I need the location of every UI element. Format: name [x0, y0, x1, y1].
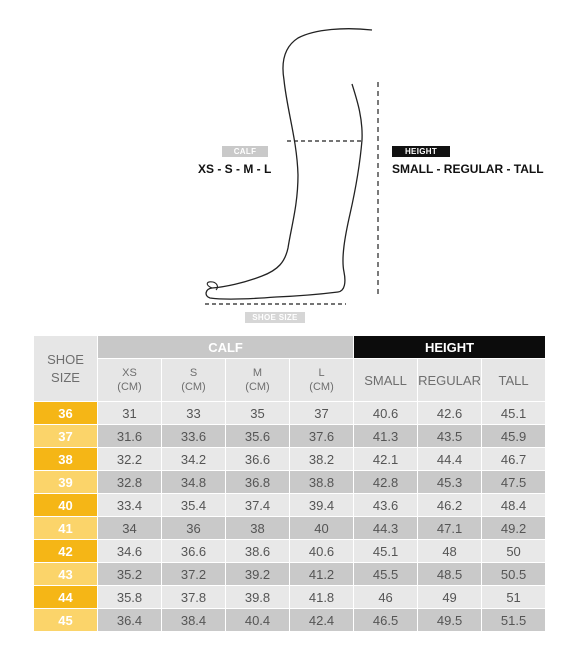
- height-value-cell: 48.4: [482, 494, 545, 516]
- calf-value-cell: 39.2: [226, 563, 289, 585]
- calf-value-cell: 33.4: [98, 494, 161, 516]
- size-chart-table: [33, 335, 546, 632]
- calf-value-cell: 38.6: [226, 540, 289, 562]
- calf-value-cell: 35.4: [162, 494, 225, 516]
- height-value-cell: 46.5: [354, 609, 417, 631]
- height-value-cell: 51: [482, 586, 545, 608]
- height-value-cell: 49.2: [482, 517, 545, 539]
- shoe-size-cell: 44: [34, 586, 97, 608]
- height-value-cell: 47.5: [482, 471, 545, 493]
- calf-value-cell: 37.2: [162, 563, 225, 585]
- table-row: [34, 540, 545, 562]
- table-row: [34, 586, 545, 608]
- height-value-cell: 42.6: [418, 402, 481, 424]
- height-value-cell: 51.5: [482, 609, 545, 631]
- height-value-cell: 44.4: [418, 448, 481, 470]
- height-col-tall: TALL: [482, 359, 545, 401]
- calf-value-cell: 38.8: [290, 471, 353, 493]
- shoe-size-cell: 37: [34, 425, 97, 447]
- height-value-cell: 49.5: [418, 609, 481, 631]
- calf-col-unit: (CM): [309, 381, 334, 393]
- calf-col-unit: (CM): [245, 381, 270, 393]
- calf-value-cell: 39.4: [290, 494, 353, 516]
- calf-tag: CALF: [222, 146, 268, 157]
- height-value-cell: 46.7: [482, 448, 545, 470]
- height-tag: HEIGHT: [392, 146, 450, 157]
- shoe-size-header-line1: SHOE: [47, 351, 84, 367]
- calf-col-unit: (CM): [181, 381, 206, 393]
- calf-value-cell: 39.8: [226, 586, 289, 608]
- calf-value-cell: 32.2: [98, 448, 161, 470]
- height-value-cell: 41.3: [354, 425, 417, 447]
- calf-value-cell: 40.6: [290, 540, 353, 562]
- calf-value-cell: 36.6: [226, 448, 289, 470]
- shoe-size-cell: 42: [34, 540, 97, 562]
- shoe-size-cell: 36: [34, 402, 97, 424]
- calf-value-cell: 37.6: [290, 425, 353, 447]
- height-value-cell: 42.8: [354, 471, 417, 493]
- calf-value-cell: 37: [290, 402, 353, 424]
- calf-value-cell: 34.8: [162, 471, 225, 493]
- calf-col-m: [226, 359, 289, 401]
- height-value-cell: 45.5: [354, 563, 417, 585]
- calf-col-size: S: [189, 367, 198, 379]
- calf-value-cell: 36.4: [98, 609, 161, 631]
- height-value-cell: 45.1: [482, 402, 545, 424]
- height-value-cell: 49: [418, 586, 481, 608]
- calf-value-cell: 41.8: [290, 586, 353, 608]
- calf-value-cell: 32.8: [98, 471, 161, 493]
- calf-value-cell: 31.6: [98, 425, 161, 447]
- calf-value-cell: 35: [226, 402, 289, 424]
- calf-col-size: L: [318, 367, 325, 379]
- height-value-cell: 40.6: [354, 402, 417, 424]
- calf-options: XS - S - M - L: [198, 162, 272, 176]
- calf-value-cell: 36.8: [226, 471, 289, 493]
- height-value-cell: 46: [354, 586, 417, 608]
- calf-value-cell: 34: [98, 517, 161, 539]
- height-value-cell: 45.3: [418, 471, 481, 493]
- calf-value-cell: 31: [98, 402, 161, 424]
- height-value-cell: 48: [418, 540, 481, 562]
- calf-value-cell: 36: [162, 517, 225, 539]
- calf-value-cell: 42.4: [290, 609, 353, 631]
- height-value-cell: 50.5: [482, 563, 545, 585]
- height-value-cell: 46.2: [418, 494, 481, 516]
- calf-col-l: [290, 359, 353, 401]
- shoe-size-cell: 40: [34, 494, 97, 516]
- height-value-cell: 45.9: [482, 425, 545, 447]
- calf-value-cell: 34.6: [98, 540, 161, 562]
- calf-value-cell: 33.6: [162, 425, 225, 447]
- table-row: [34, 517, 545, 539]
- table-row: [34, 471, 545, 493]
- size-table-body: [34, 402, 545, 631]
- table-row: [34, 425, 545, 447]
- height-col-small: SMALL: [354, 359, 417, 401]
- height-options: SMALL - REGULAR - TALL: [392, 162, 544, 176]
- height-value-cell: 42.1: [354, 448, 417, 470]
- calf-value-cell: 37.4: [226, 494, 289, 516]
- calf-value-cell: 41.2: [290, 563, 353, 585]
- calf-value-cell: 34.2: [162, 448, 225, 470]
- calf-col-xs: [98, 359, 161, 401]
- height-value-cell: 44.3: [354, 517, 417, 539]
- height-value-cell: 43.5: [418, 425, 481, 447]
- height-value-cell: 43.6: [354, 494, 417, 516]
- shoe-size-cell: 39: [34, 471, 97, 493]
- calf-value-cell: 40: [290, 517, 353, 539]
- height-col-regular: REGULAR: [418, 359, 481, 401]
- calf-value-cell: 38.2: [290, 448, 353, 470]
- calf-col-size: M: [252, 367, 263, 379]
- calf-value-cell: 40.4: [226, 609, 289, 631]
- table-row: [34, 563, 545, 585]
- shoe-size-tag: SHOE SIZE: [245, 312, 305, 323]
- height-group-header: HEIGHT: [354, 336, 545, 358]
- table-row: [34, 494, 545, 516]
- table-row: [34, 609, 545, 631]
- shoe-size-header-line2: SIZE: [51, 369, 80, 385]
- shoe-size-cell: 43: [34, 563, 97, 585]
- shoe-size-cell: 41: [34, 517, 97, 539]
- calf-value-cell: 38.4: [162, 609, 225, 631]
- calf-col-size: XS: [122, 367, 137, 379]
- table-row: [34, 402, 545, 424]
- height-value-cell: 48.5: [418, 563, 481, 585]
- shoe-size-header: [34, 336, 97, 401]
- height-value-cell: 45.1: [354, 540, 417, 562]
- calf-value-cell: 36.6: [162, 540, 225, 562]
- height-value-cell: 50: [482, 540, 545, 562]
- calf-value-cell: 35.6: [226, 425, 289, 447]
- calf-value-cell: 38: [226, 517, 289, 539]
- calf-value-cell: 37.8: [162, 586, 225, 608]
- calf-value-cell: 35.8: [98, 586, 161, 608]
- height-value-cell: 47.1: [418, 517, 481, 539]
- calf-col-unit: (CM): [117, 381, 142, 393]
- calf-col-s: [162, 359, 225, 401]
- calf-value-cell: 35.2: [98, 563, 161, 585]
- calf-value-cell: 33: [162, 402, 225, 424]
- shoe-size-cell: 45: [34, 609, 97, 631]
- shoe-size-cell: 38: [34, 448, 97, 470]
- calf-group-header: CALF: [98, 336, 353, 358]
- table-row: [34, 448, 545, 470]
